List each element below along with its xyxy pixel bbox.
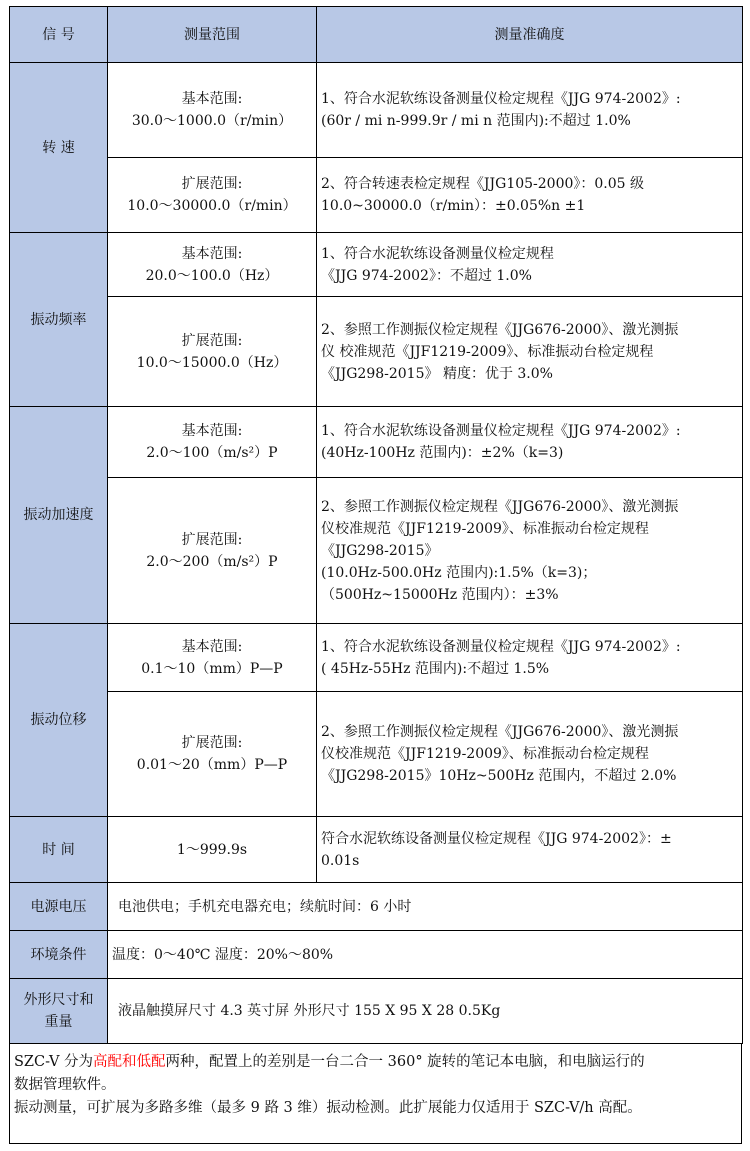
accuracy-line: (40Hz-100Hz 范围内)：±2%（k=3) — [321, 445, 564, 461]
accuracy-line: 2、符合转速表检定规程《JJG105-2000》：0.05 级 — [321, 176, 645, 192]
notes-suffix: 两种，配置上的差别是一台二合一 360° 旋转的笔记本电脑，和电脑运行的 — [165, 1054, 645, 1070]
range-cell — [108, 624, 317, 692]
table-row — [10, 931, 743, 979]
signal-vib-disp: 振动位移 — [10, 624, 108, 817]
range-label: 基本范围: — [181, 245, 243, 262]
accuracy-cell — [317, 158, 743, 233]
range-value: 2.0～200（m/s²）P — [146, 553, 278, 570]
table-row — [10, 883, 743, 931]
accuracy-line: 2、参照工作测振仪检定规程《JJG676-2000》、激光测振 — [321, 724, 679, 740]
table-row — [10, 979, 743, 1044]
accuracy-line: 1、符合水泥软练设备测量仪检定规程《JJG 974-2002》: — [321, 91, 681, 107]
accuracy-cell — [317, 692, 743, 817]
range-label: 基本范围: — [181, 423, 243, 439]
accuracy-line: 符合水泥软练设备测量仪检定规程《JJG 974-2002》：± — [321, 830, 672, 847]
accuracy-line: 1、符合水泥软练设备测量仪检定规程 — [321, 245, 554, 262]
table-row — [10, 158, 743, 233]
power-value: 电池供电；手机充电器充电；续航时间：6 小时 — [108, 883, 743, 931]
accuracy-cell — [317, 63, 743, 158]
range-cell — [108, 817, 317, 883]
notes-line-2: 数据管理软件。 — [14, 1077, 116, 1093]
range-value: 30.0～1000.0（r/min） — [131, 113, 293, 129]
table-row — [10, 817, 743, 883]
accuracy-line: 1、符合水泥软练设备测量仪检定规程《JJG 974-2002》: — [321, 638, 681, 655]
spec-table — [9, 6, 743, 1044]
range-label: 基本范围: — [181, 638, 243, 655]
accuracy-line: （500Hz~15000Hz 范围内）：±3% — [321, 586, 559, 603]
table-row — [10, 478, 743, 624]
signal-vib-freq: 振动频率 — [10, 233, 108, 407]
table-header-row — [10, 7, 743, 63]
range-cell — [108, 692, 317, 817]
range-value: 10.0～15000.0（Hz） — [136, 354, 288, 371]
accuracy-line: 仪校准规范《JJF1219-2009》、标准振动台检定规程 — [321, 746, 649, 762]
header-accuracy: 测量准确度 — [317, 7, 743, 63]
range-value: 1～999.9s — [176, 841, 248, 858]
signal-size — [10, 979, 108, 1044]
accuracy-line: (10.0Hz-500.0Hz 范围内):1.5%（k=3)； — [321, 564, 597, 581]
signal-env: 环境条件 — [10, 931, 108, 979]
header-signal: 信 号 — [10, 7, 108, 63]
accuracy-cell — [317, 817, 743, 883]
signal-power: 电源电压 — [10, 883, 108, 931]
range-value: 10.0～30000.0（r/min） — [127, 198, 297, 214]
accuracy-cell — [317, 407, 743, 478]
range-label: 基本范围: — [181, 91, 243, 107]
accuracy-line: 仪校准规范《JJF1219-2009》、标准振动台检定规程 — [321, 520, 649, 537]
accuracy-line: 1、符合水泥软练设备测量仪检定规程《JJG 974-2002》: — [321, 423, 681, 439]
accuracy-line: 2、参照工作测振仪检定规程《JJG676-2000》、激光测振 — [321, 498, 679, 515]
accuracy-cell — [317, 233, 743, 297]
accuracy-line: 10.0~30000.0（r/min）：±0.05%n ±1 — [321, 198, 586, 214]
size-value: 液晶触摸屏尺寸 4.3 英寸屏 外形尺寸 155 X 95 X 28 0.5Kg — [108, 979, 743, 1044]
accuracy-line: 仪 校准规范《JJF1219-2009》、标准振动台检定规程 — [321, 343, 654, 360]
accuracy-line: 《JJG 974-2002》：不超过 1.0% — [321, 267, 532, 284]
table-row — [10, 692, 743, 817]
accuracy-line: 2、参照工作测振仪检定规程《JJG676-2000》、激光测振 — [321, 321, 679, 338]
accuracy-line: 《JJG298-2015》 — [321, 542, 439, 559]
accuracy-cell — [317, 624, 743, 692]
signal-size-line1: 外形尺寸和 — [23, 992, 94, 1008]
notes-prefix: SZC-V 分为 — [14, 1054, 94, 1070]
range-label: 扩展范围: — [181, 176, 243, 192]
range-label: 扩展范围: — [181, 531, 243, 548]
signal-vib-acc: 振动加速度 — [10, 407, 108, 624]
range-label: 扩展范围: — [181, 332, 243, 349]
accuracy-cell — [317, 478, 743, 624]
table-row — [10, 624, 743, 692]
range-cell — [108, 407, 317, 478]
accuracy-line: 0.01s — [321, 852, 360, 869]
notes-line-3: 振动测量，可扩展为多路多维（最多 9 路 3 维）振动检测。此扩展能力仅适用于 SZC-V/h 高配。 — [14, 1100, 642, 1116]
accuracy-line: (60r / mi n-999.9r / mi n 范围内):不超过 1.0% — [321, 113, 631, 129]
range-value: 0.01～20（mm）P—P — [136, 757, 288, 773]
notes-box — [9, 1043, 742, 1144]
table-row — [10, 407, 743, 478]
range-cell — [108, 158, 317, 233]
range-cell — [108, 478, 317, 624]
notes-highlight: 高配和低配 — [93, 1054, 166, 1070]
accuracy-line: 《JJG298-2015》 精度：优于 3.0% — [321, 365, 553, 382]
env-value: 温度：0～40℃ 湿度：20%～80% — [108, 931, 743, 979]
range-value: 0.1～10（mm）P—P — [141, 660, 283, 677]
notes-line-1 — [14, 1051, 737, 1074]
signal-size-line2: 重量 — [44, 1014, 73, 1030]
range-cell — [108, 233, 317, 297]
signal-time: 时 间 — [10, 817, 108, 883]
table-row — [10, 297, 743, 407]
range-cell — [108, 297, 317, 407]
table-row — [10, 63, 743, 158]
range-label: 扩展范围: — [181, 735, 243, 751]
range-cell — [108, 63, 317, 158]
range-value: 2.0～100（m/s²）P — [146, 445, 278, 461]
header-range: 测量范围 — [108, 7, 317, 63]
signal-speed: 转 速 — [10, 63, 108, 233]
accuracy-line: 《JJG298-2015》10Hz~500Hz 范围内，不超过 2.0% — [321, 768, 677, 784]
accuracy-cell — [317, 297, 743, 407]
table-row — [10, 233, 743, 297]
accuracy-line: ( 45Hz-55Hz 范围内):不超过 1.5% — [321, 660, 550, 677]
range-value: 20.0～100.0（Hz） — [145, 267, 279, 284]
